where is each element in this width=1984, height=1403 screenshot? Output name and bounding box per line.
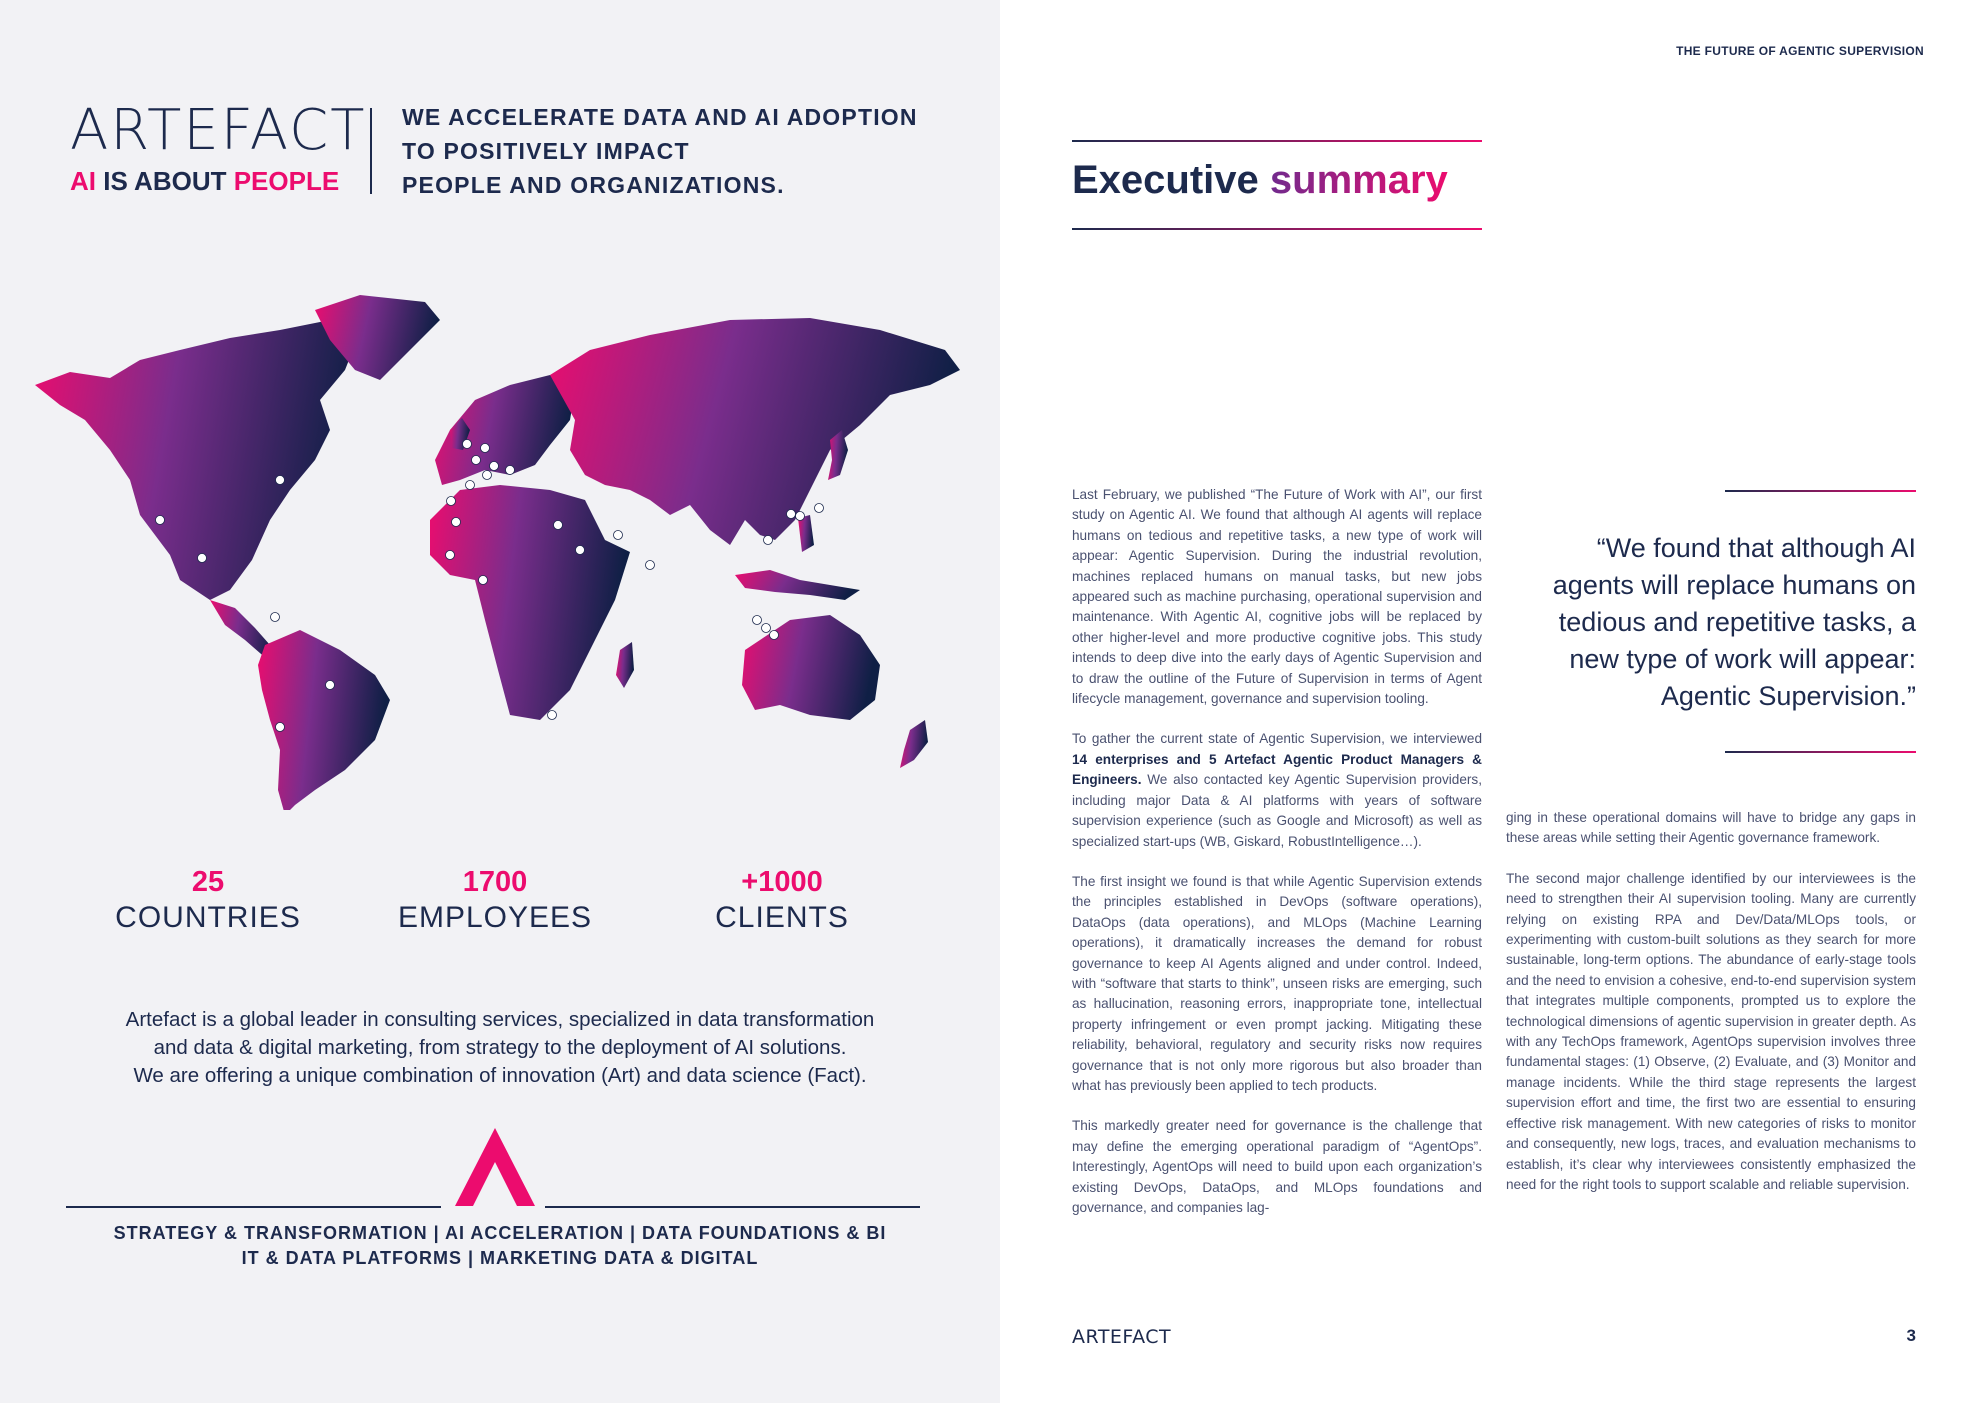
office-marker — [614, 531, 623, 540]
about-line: and data & digital marketing, from strategy to the deployment of AI solutions. — [153, 1036, 847, 1059]
pull-quote — [1506, 530, 1916, 715]
paragraph-bold: 14 enterprises and 5 Artefact Agentic Product Managers & Engineers. — [1072, 751, 1482, 788]
quote-line: tedious and repetitive tasks, a — [1558, 607, 1916, 637]
office-marker — [481, 444, 490, 453]
tagline-ai: AI — [70, 166, 96, 196]
about-line: Artefact is a global leader in consulting services, specialized in data transformation — [125, 1008, 875, 1031]
tagline-middle: IS ABOUT — [96, 166, 234, 196]
office-marker — [479, 576, 488, 585]
logo-tagline — [70, 166, 346, 197]
office-marker — [276, 476, 285, 485]
world-map — [30, 290, 965, 810]
title-part2: summary — [1258, 158, 1448, 202]
office-marker — [764, 536, 773, 545]
paragraph: Last February, we published “The Future of Work with AI”, our first study on Agentic AI. We found that although AI agents will replace humans on tedious and repetitive tasks, a new type of work will appear: Agentic Supervision. During the industrial revolution, machines replaced humans on manual tasks, but new jobs appeared such as machine purchasing, operational supervision and maintenance. With Agentic AI, cognitive jobs will be replaced by other higher-level and more productive cognitive jobs. This study intends to deep dive into the early days of Agentic Supervision and to draw the outline of the Future of Supervision in terms of Agent lifecycle management, governance and supervision tooling. — [1072, 487, 1482, 707]
page-number: 3 — [1906, 1326, 1916, 1345]
stat-label: CLIENTS — [715, 901, 849, 934]
office-marker — [554, 521, 563, 530]
quote-line: Agentic Supervision.” — [1660, 681, 1916, 711]
about-line: We are offering a unique combination of innovation (Art) and data science (Fact). — [133, 1064, 867, 1087]
office-marker — [753, 616, 762, 625]
page-title — [1072, 158, 1448, 203]
paragraph — [1072, 729, 1482, 851]
services-line: IT & DATA PLATFORMS | MARKETING DATA & DIGITAL — [241, 1248, 759, 1268]
title-rule-bottom — [1072, 228, 1482, 230]
map-south-america — [258, 630, 390, 810]
quote-line: agents will replace humans on — [1552, 570, 1916, 600]
office-marker — [466, 481, 475, 490]
stat-label: COUNTRIES — [115, 901, 301, 934]
quote-line: “We found that although AI — [1596, 533, 1916, 563]
office-marker — [326, 681, 335, 690]
office-marker — [446, 551, 455, 560]
office-marker — [770, 631, 779, 640]
map-new-zealand — [900, 720, 928, 768]
about-paragraph — [60, 1006, 940, 1090]
office-marker — [156, 516, 165, 525]
office-marker — [796, 512, 805, 521]
tagline-people: PEOPLE — [233, 166, 340, 196]
paragraph: The first insight we found is that while Agentic Supervision extends the principles established in DevOps (software operations), DataOps (data operations), and MLOps (Machine Learning operations), it dramatically increases the demand for robust governance to keep AI Agents aligned and under control. Indeed, with “software that starts to think”, unseen risks are emerging, such as hallucination, reasoning errors, inappropriate tone, intellectual property infringement or even prompt jacking. Mitigating these reliability, behavioral, regulatory and security risks now requires governance that is not only more rigorous but also broader than what has previously been applied to tech products. — [1072, 873, 1482, 1093]
paragraph-text: To gather the current state of Agentic Supervision, we interviewed — [1072, 731, 1482, 747]
mission-line: PEOPLE AND ORGANIZATIONS. — [402, 172, 785, 198]
logo-wordmark: ARTEFACT — [70, 98, 367, 163]
office-marker — [646, 561, 655, 570]
office-marker — [198, 554, 207, 563]
office-marker — [506, 466, 515, 475]
title-part1: Executive — [1072, 158, 1259, 202]
map-asia — [550, 318, 960, 545]
office-marker — [787, 510, 796, 519]
stat-label: EMPLOYEES — [397, 901, 593, 934]
office-marker — [463, 440, 472, 449]
map-madagascar — [616, 642, 634, 688]
office-marker — [271, 613, 280, 622]
stat-value: 1700 — [462, 866, 528, 898]
office-marker — [447, 497, 456, 506]
services-list — [60, 1221, 940, 1271]
text-column-1 — [1072, 485, 1482, 1238]
stat-countries — [78, 866, 338, 935]
paragraph: The second major challenge identified by our interviewees is the need to strengthen their AI supervision tooling. Many are currently relying on existing RPA and Dev/Data/MLOps tools, or experimenting with custom-built solutions as they search for more sustainable, long-term options. The abundance of early-stage tools and the need to envision a cohesive, end-to-end supervision system that integrates multiple components, prompted us to explore the technological dimensions of agentic supervision in greater depth. As with any TechOps framework, AgentOps supervision involves three fundamental stages: (1) Observe, (2) Evaluate, and (3) Monitor and manage incidents. While the third stage represents the largest supervision effort and time, the first two are essential to ensuring effective risk management. With new categories of risks to monitor and consequently, new logs, traces, and evaluation mechanisms to establish, it’s clear why interviewees consistently emphasized the need for the right tools to support scalable and reliable supervision. — [1506, 870, 1916, 1192]
office-marker — [452, 518, 461, 527]
office-marker — [762, 624, 771, 633]
office-marker — [576, 546, 585, 555]
mission-statement — [402, 100, 962, 202]
mission-line: WE ACCELERATE DATA AND AI ADOPTION — [402, 104, 918, 130]
paragraph: This markedly greater need for governance is the challenge that may define the emerging operational paradigm of “AgentOps”. Interestingly, AgentOps will need to build upon each organization’s existing DevOps, DataOps, and MLOps foundations and governance, and companies lag- — [1072, 1118, 1482, 1215]
office-marker — [472, 456, 481, 465]
office-marker — [490, 462, 499, 471]
artefact-a-icon — [455, 1128, 535, 1206]
running-header: THE FUTURE OF AGENTIC SUPERVISION — [1676, 44, 1924, 58]
mission-line: TO POSITIVELY IMPACT — [402, 138, 690, 164]
divider-right — [545, 1206, 920, 1208]
stat-value: +1000 — [741, 866, 823, 898]
quote-rule-bottom — [1725, 751, 1916, 753]
office-marker — [483, 471, 492, 480]
artefact-logo — [70, 98, 367, 197]
office-marker — [548, 711, 557, 720]
map-indonesia — [735, 570, 860, 600]
logo-divider — [370, 108, 372, 194]
paragraph: ging in these operational domains will have to bridge any gaps in these areas while setting their Agentic governance framework. — [1506, 810, 1916, 846]
footer-logo: ARTEFACT — [1072, 1326, 1172, 1348]
divider-left — [66, 1206, 441, 1208]
office-marker — [276, 723, 285, 732]
office-marker — [815, 504, 824, 513]
paragraph-text: We also contacted key Agentic Supervision providers, including major Data & AI platforms with years of software supervision experience (such as Google and Microsoft) as well as specialized start-ups (WB, Giskard, RobustIntelligence…). — [1072, 772, 1482, 849]
title-rule-top — [1072, 140, 1482, 142]
stat-employees — [365, 866, 625, 935]
stat-value: 25 — [191, 866, 225, 898]
services-line: STRATEGY & TRANSFORMATION | AI ACCELERATION | DATA FOUNDATIONS & BI — [113, 1223, 887, 1243]
text-column-2 — [1506, 808, 1916, 1215]
quote-line: new type of work will appear: — [1569, 644, 1916, 674]
quote-rule-top — [1725, 490, 1916, 492]
stat-clients — [652, 866, 912, 935]
